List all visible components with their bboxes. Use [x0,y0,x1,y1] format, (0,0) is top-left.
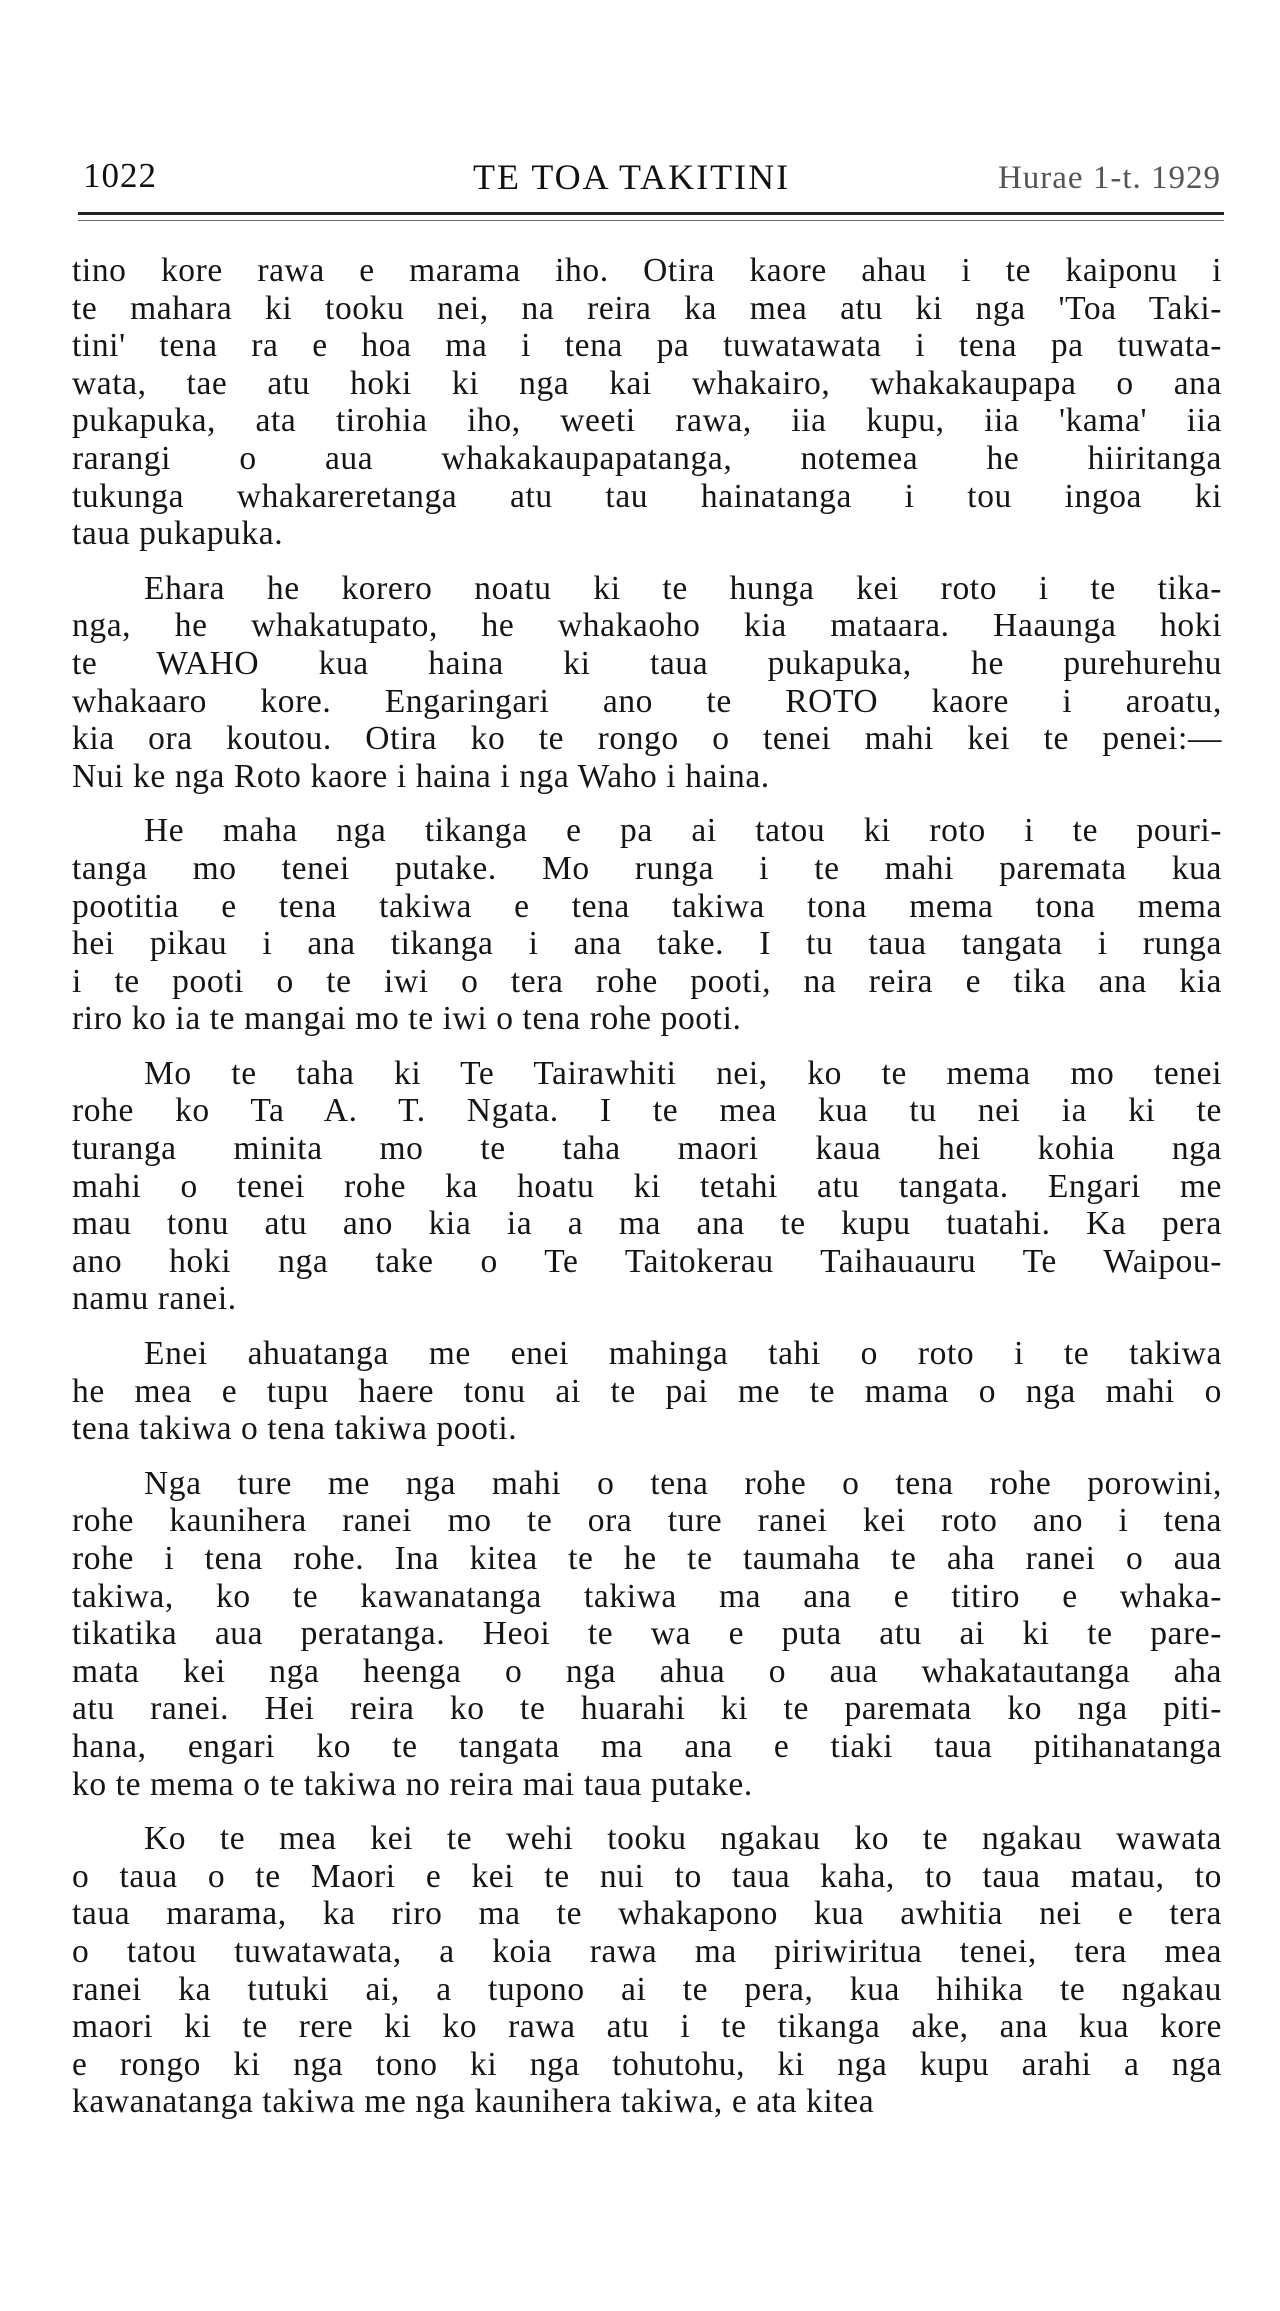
text-line: whakaaro kore. Engaringari ano te ROTO kaore i aroatu, [72,682,1222,720]
text-line: rohe i tena rohe. Ina kitea te he te taumaha te aha ranei o aua [72,1540,1222,1577]
text-line: i te pooti o te iwi o tera rohe pooti, na reira e tika ana kia [72,962,1222,1000]
article-body [72,252,1222,2138]
text-line: tikatika aua peratanga. Heoi te wa e puta atu ai ki te pare- [72,1615,1222,1653]
text-line: ranei ka tutuki ai, a tupono ai te pera, kua hihika te ngakau [72,1970,1222,2008]
header-rule-thin [78,220,1224,221]
issue-date: Hurae 1-t. 1929 [997,160,1221,196]
text-line: kia ora koutou. Otira ko te rongo o tenei mahi kei te penei:— [72,720,1222,758]
text-line: pootitia e tena takiwa e tena takiwa tona mema tona mema [72,887,1222,925]
page-header [83,156,1221,216]
paragraph [72,1055,1222,1318]
text-line: nga, he whakatupato, he whakaoho kia mataara. Haaunga hoki [72,607,1222,645]
text-line: mau tonu atu ano kia ia a ma ana te kupu tuatahi. Ka pera [72,1205,1222,1243]
text-line: turanga minita mo te taha maori kaua hei kohia nga [72,1130,1222,1168]
text-line: riro ko ia te mangai mo te iwi o tena rohe pooti. [72,1000,742,1038]
text-line: namu ranei. [72,1280,237,1318]
text-line: mata kei nga heenga o nga ahua o aua whakatautanga aha [72,1652,1222,1690]
text-line: o taua o te Maori e kei te nui to taua kaha, to taua matau, to [72,1857,1222,1895]
paragraph [72,570,1222,796]
running-title: TE TOA TAKITINI [473,157,791,197]
header-rule-thick [78,212,1224,215]
text-line: maori ki te rere ki ko rawa atu i te tikanga ake, ana kua kore [72,2008,1222,2046]
text-line: pukapuka, ata tirohia iho, weeti rawa, iia kupu, iia 'kama' iia [72,402,1222,440]
text-line: tino kore rawa e marama iho. Otira kaore ahau i te kaiponu i [72,252,1222,289]
text-line: Mo te taha ki Te Tairawhiti nei, ko te mema mo tenei [144,1054,1222,1092]
paragraph [72,812,1222,1038]
paragraph [72,1820,1222,2121]
text-line: rarangi o aua whakakaupapatanga, notemea he hiiritanga [72,439,1222,477]
text-line: ko te mema o te takiwa no reira mai taua putake. [72,1765,753,1803]
text-line: kawanatanga takiwa me nga kaunihera takiwa, e ata kitea [72,2083,875,2121]
text-line: tena takiwa o tena takiwa pooti. [72,1410,518,1448]
text-line: rohe kaunihera ranei mo te ora ture ranei kei roto ano i tena [72,1502,1222,1540]
text-line: rohe ko Ta A. T. Ngata. I te mea kua tu nei ia ki te [72,1092,1222,1130]
text-line: te mahara ki tooku nei, na reira ka mea atu ki nga 'Toa Taki- [72,289,1222,327]
text-line: Nga ture me nga mahi o tena rohe o tena rohe porowini, [144,1464,1222,1502]
text-line: e rongo ki nga tono ki nga tohutohu, ki nga kupu arahi a nga [72,2045,1222,2083]
text-line: taua pukapuka. [72,515,284,553]
text-line: tukunga whakareretanga atu tau hainatanga i tou ingoa ki [72,477,1222,515]
text-line: hana, engari ko te tangata ma ana e tiaki taua pitihanatanga [72,1727,1222,1765]
paragraph [72,1335,1222,1448]
text-line: ano hoki nga take o Te Taitokerau Taihauauru Te Waipou- [72,1242,1222,1280]
text-line: o tatou tuwatawata, a koia rawa ma piriwiritua tenei, tera mea [72,1932,1222,1970]
paragraph [72,252,1222,553]
text-line: Ko te mea kei te wehi tooku ngakau ko te ngakau wawata [144,1820,1222,1858]
text-line: taua marama, ka riro ma te whakapono kua awhitia nei e tera [72,1895,1222,1933]
text-line: wata, tae atu hoki ki nga kai whakairo, whakakaupapa o ana [72,364,1222,402]
text-line: hei pikau i ana tikanga i ana take. I tu taua tangata i runga [72,925,1222,963]
text-line: he mea e tupu haere tonu ai te pai me te mama o nga mahi o [72,1372,1222,1410]
text-line: tini' tena ra e hoa ma i tena pa tuwatawata i tena pa tuwata- [72,327,1222,365]
text-line: mahi o tenei rohe ka hoatu ki tetahi atu tangata. Engari me [72,1167,1222,1205]
text-line: te WAHO kua haina ki taua pukapuka, he purehurehu [72,644,1222,682]
text-line: He maha nga tikanga e pa ai tatou ki roto i te pouri- [144,812,1222,850]
text-line: Enei ahuatanga me enei mahinga tahi o roto i te takiwa [144,1335,1222,1373]
text-line: atu ranei. Hei reira ko te huarahi ki te paremata ko nga piti- [72,1690,1222,1728]
text-line: Nui ke nga Roto kaore i haina i nga Waho i haina. [72,757,770,795]
text-line: takiwa, ko te kawanatanga takiwa ma ana e titiro e whaka- [72,1577,1222,1615]
text-line: Ehara he korero noatu ki te hunga kei roto i te tika- [144,569,1222,607]
paragraph [72,1465,1222,1803]
page-number: 1022 [83,156,157,195]
text-line: tanga mo tenei putake. Mo runga i te mahi paremata kua [72,849,1222,887]
